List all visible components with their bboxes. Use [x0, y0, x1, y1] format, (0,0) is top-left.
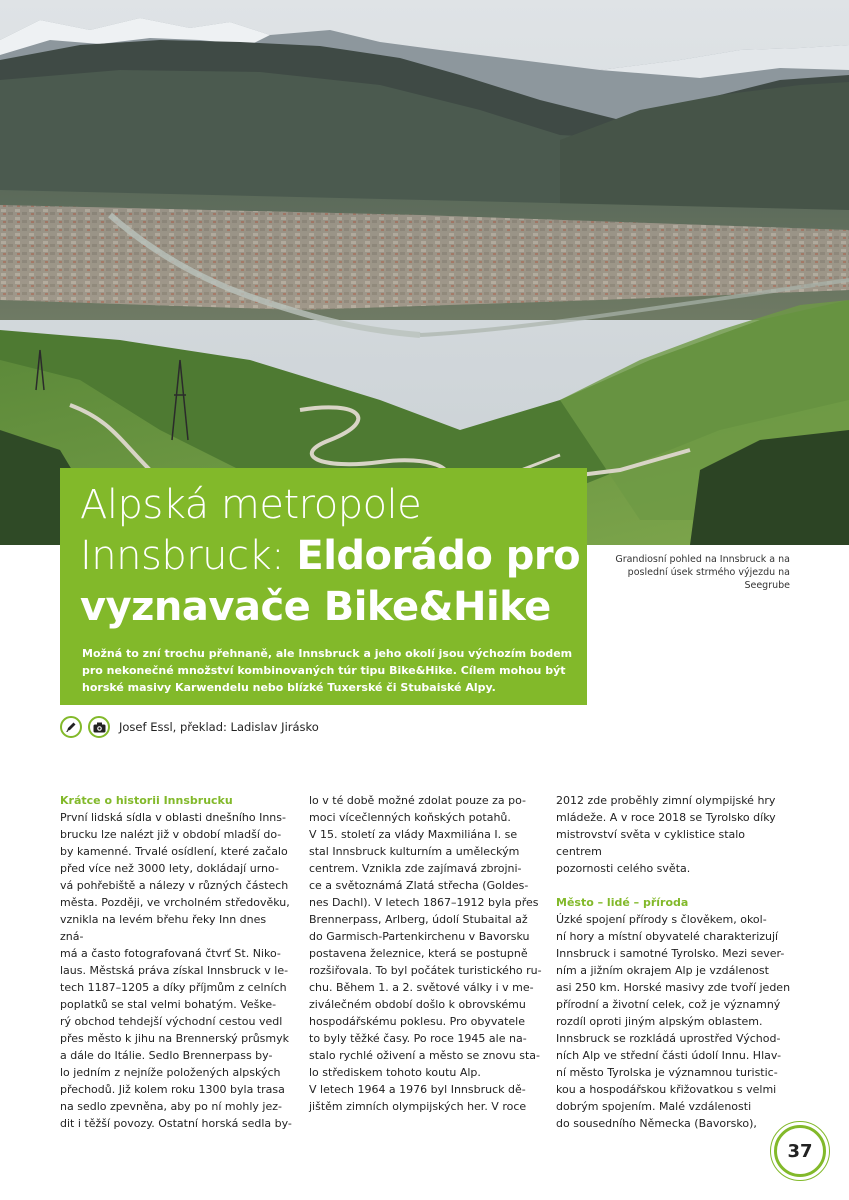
column-3-text-b: Úzké spojení přírody s člověkem, okol- ní hory a místní obyvatelé charakterizují Innsbruck i samotné Tyrolsko. Mezi sever- ním a jižním okrajem Alp je vzdálenost asi 250 km. Horské masivy zde tvoří jeden přírodní a životní celek, což je významný rozdíl oproti jiným alpským oblastem. Innsbruck se rozkládá uprostřed Východ- ních Alp ve střední části údolí Innu. Hlav- ní město Tyrolska je významnou turistic- kou a hospodářskou křižovatkou s velmi dobrým spojením. Malé vzdálenosti do sousedního Německa (Bavorsko), [556, 913, 791, 1130]
pen-icon [60, 716, 82, 738]
page-number-text: 37 [787, 1140, 813, 1162]
article-title [80, 480, 585, 633]
column-3 [556, 792, 792, 1132]
title-line-1: Alpská metropole [80, 482, 422, 528]
title-line-2-bold: Eldorádo pro [296, 533, 581, 579]
title-line-2-light: Innsbruck: [80, 533, 297, 579]
column-1-text: První lidská sídla v oblasti dnešního Inns- brucku lze nalézt již v období mladší do- by kamenné. Trvalé osídlení, které začalo před více než 3000 lety, dokládají urno- vá pohřebiště a nálezy v různých částech města. Později, ve vrcholném středověku, vznikla na levém břehu řeky Inn dnes zná- má a často fotografovaná čtvrť St. Niko- laus. Městská práva získal Innsbruck v le- tech 1187–1205 a díky příjmům z celních poplatků se stal velmi bohatým. Veške- rý obchod tehdejší východní cestou vedl přes město k jihu na Brennerský průsmyk a dále do Itálie. Sedlo Brennerpass by- lo jedním z nejníže položených alpských přechodů. Již kolem roku 1300 byla trasa na sedlo zpevněna, aby po ní mohly jez- dit i těžší povozy. Ostatní horská sedla by- [60, 811, 292, 1130]
section-heading-history: Krátce o historii Innsbrucku [60, 794, 233, 807]
article-lead: Možná to zní trochu přehnaně, ale Innsbruck a jeho okolí jsou výchozím bodem pro nekonečné množství kombinovaných túr tipu Bike&Hike. Cílem mohou být horské masivy Karwendelu nebo blízké Tuxerské či Stubaiské Alpy. [82, 647, 573, 694]
page-number [774, 1125, 826, 1177]
column-2-text: lo v té době možné zdolat pouze za po- moci vícečlenných koňských potahů. V 15. století za vlády Maxmiliána I. se stal Innsbruck kulturním a uměleckým centrem. Vznikla zde zajímavá zbrojni- ce a světoznámá Zlatá střecha (Goldes- nes Dachl). V letech 1867–1912 byla přes Brennerpass, Arlberg, údolí Stubaital až do Garmisch-Partenkirchenu v Bavorsku postavena železnice, která se postupně rozšiřovala. To byl počátek turistického ru- chu. Během 1. a 2. světové války i v me- ziválečném období došlo k obrovskému hospodářskému poklesu. Pro obyvatele to byly těžké časy. Po roce 1945 ale na- stalo rychlé oživení a město se znovu sta- lo střediskem tohoto koutu Alp. V letech 1964 a 1976 byl Innsbruck dě- jištěm zimních olympijských her. V roce [309, 794, 542, 1113]
column-2 [309, 792, 545, 1115]
section-heading-city: Město – lidé – příroda [556, 896, 689, 909]
photo-caption: Grandiosní pohled na Innsbruck a na poslední úsek strmého výjezdu na Seegrube [615, 554, 790, 591]
byline-text: Josef Essl, překlad: Ladislav Jirásko [119, 720, 319, 734]
camera-icon [88, 716, 110, 738]
column-1 [60, 792, 292, 1132]
title-line-3: vyznavače Bike&Hike [80, 584, 551, 630]
byline [60, 714, 319, 740]
column-3-text-a: 2012 zde proběhly zimní olympijské hry mládeže. A v roce 2018 se Tyrolsko díky mistrovství světa v cyklistice stalo centrem pozornosti celého světa. [556, 794, 776, 875]
hero-photo [0, 0, 849, 545]
